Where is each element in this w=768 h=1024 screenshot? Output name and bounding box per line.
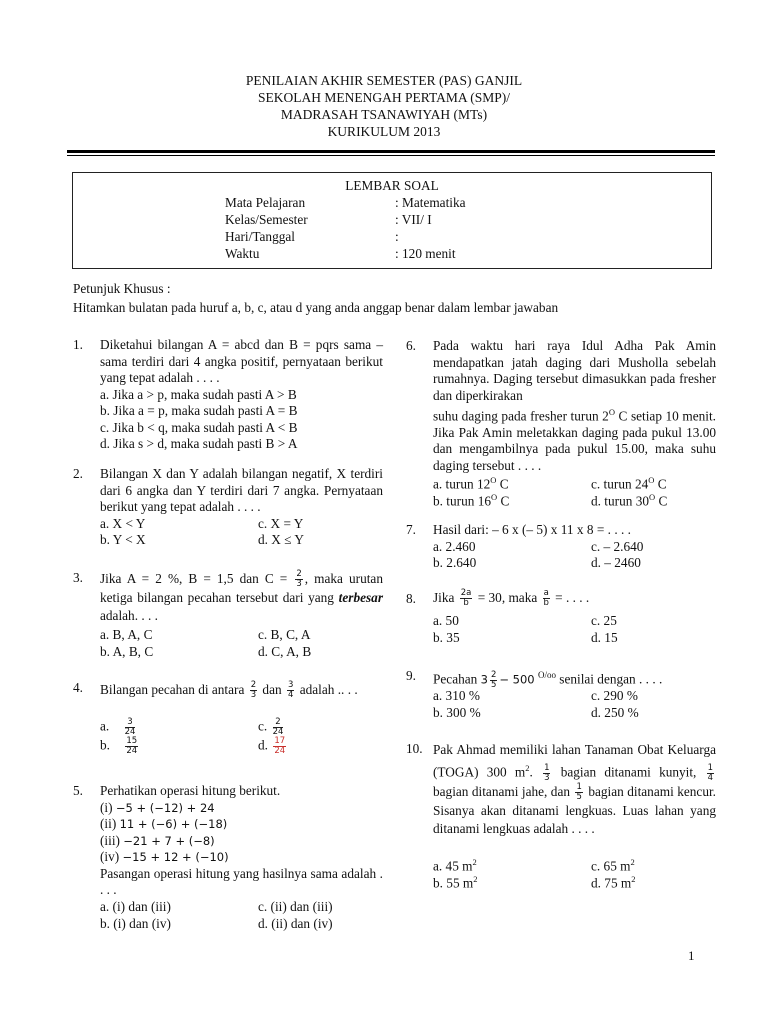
option-c[interactable]: c. 25 xyxy=(591,613,617,628)
denominator: 4 xyxy=(707,772,714,783)
option-c[interactable]: c. 290 % xyxy=(591,688,638,703)
option-b[interactable]: b. A, B, C xyxy=(100,643,154,659)
info-value: : VII/ I xyxy=(395,212,432,227)
option-c[interactable]: c. Jika b < q, maka sudah pasti A < B xyxy=(100,419,298,435)
operation-item xyxy=(100,816,227,833)
option-a[interactable] xyxy=(433,854,477,874)
instructions-heading: Petunjuk Khusus : xyxy=(73,281,171,296)
text-part: C setiap 10 menit. Jika Pak Amin meletakkan daging pada pukul 13.00 dan mengambilnya pada pukul 15.00, maka suhu daging tersebut . . . . xyxy=(433,408,716,473)
fraction xyxy=(125,737,138,756)
denominator: 4 xyxy=(287,690,294,701)
text-segment: senilai dengan . . . . xyxy=(555,671,663,687)
question-text xyxy=(433,588,716,608)
fraction xyxy=(287,681,294,700)
question-text xyxy=(100,680,383,700)
fraction xyxy=(575,783,582,802)
text-segment: Pada waktu hari raya Idul Adha Pak Amin mendapatkan jatah daging dari Musholla sebelah rumahnya. Daging tersebut dimasukkan pada fresher dan diperkirakan xyxy=(433,338,716,403)
expression: − 500 xyxy=(499,672,535,687)
denominator: 5 xyxy=(490,679,497,690)
header-divider-thin xyxy=(67,155,715,156)
question-prompt: Pasangan operasi hitung yang hasilnya sama adalah . . . . xyxy=(100,865,383,897)
info-box xyxy=(72,172,712,269)
option-a[interactable]: a. 310 % xyxy=(433,688,480,703)
option-b[interactable] xyxy=(433,489,509,506)
option-a[interactable]: a. B, A, C xyxy=(100,627,153,642)
option-a[interactable]: a. (i) dan (iii) xyxy=(100,899,171,914)
info-box-title: LEMBAR SOAL xyxy=(345,178,439,193)
numerator: 1 xyxy=(576,782,582,793)
option-a[interactable]: a. X < Y xyxy=(100,515,146,531)
text-segment: Pak Ahmad memiliki lahan Tanaman Obat Keluarga (TOGA) 300 m xyxy=(433,742,716,780)
option-text: C xyxy=(496,476,509,492)
text-segment: = . . . . xyxy=(551,590,590,605)
superscript: 2 xyxy=(473,873,478,884)
option-text: c. turun 24 xyxy=(591,476,649,492)
denominator: 24 xyxy=(272,727,284,737)
question-number: 3. xyxy=(73,570,83,585)
option-d[interactable] xyxy=(258,737,288,754)
item-expression: 11 + (−6) + (−18) xyxy=(119,817,228,831)
option-c[interactable] xyxy=(258,718,285,735)
option-d[interactable]: d. 15 xyxy=(591,629,618,645)
option-b[interactable]: b. 2.640 xyxy=(433,555,477,570)
fraction xyxy=(490,671,497,690)
numerator: 17 xyxy=(274,736,286,746)
text-segment: Jika A = 2 %, B = 1,5 dan C = xyxy=(100,571,294,586)
question-text xyxy=(433,338,716,474)
text-part: suhu daging pada fresher turun 2 xyxy=(433,408,609,424)
numerator: 3 xyxy=(125,718,136,728)
fraction xyxy=(273,718,284,737)
info-label: Waktu xyxy=(225,246,260,261)
text-segment: Jika xyxy=(433,590,458,605)
option-a[interactable]: a. 2.460 xyxy=(433,538,476,554)
option-b[interactable]: b. Jika a = p, maka sudah pasti A = B xyxy=(100,403,298,418)
fraction xyxy=(460,589,473,608)
item-expression: −5 + (−12) + 24 xyxy=(115,800,215,815)
page-number: 1 xyxy=(688,948,695,963)
info-value: : xyxy=(395,229,399,244)
text-segment: dan xyxy=(259,682,285,697)
header-line: PENILAIAN AKHIR SEMESTER (PAS) GANJIL xyxy=(245,73,523,88)
question-number: 8. xyxy=(406,591,416,606)
option-d[interactable]: d. – 2460 xyxy=(591,555,641,570)
text-segment: bagian ditanami jahe, dan xyxy=(433,783,574,799)
text-segment xyxy=(433,404,716,474)
instructions xyxy=(73,279,558,317)
header-line: KURIKULUM 2013 xyxy=(327,124,441,139)
option-d[interactable]: d. X ≤ Y xyxy=(258,532,304,547)
item-label: (ii) xyxy=(100,816,120,831)
option-d[interactable]: d. 250 % xyxy=(591,704,639,720)
text-segment: bagian ditanami kencur. Sisanya akan ditanami lengkuas. Luas lahan yang ditanami lengkuas adalah . . . . xyxy=(433,783,716,837)
degree-symbol: O xyxy=(491,491,498,502)
option-a[interactable] xyxy=(433,472,509,492)
fraction xyxy=(295,570,302,589)
option-text: a. turun 12 xyxy=(433,476,491,492)
item-label: (i) xyxy=(100,799,116,815)
numerator: 2 xyxy=(250,680,257,691)
info-value: : Matematika xyxy=(395,195,466,210)
denominator: 24 xyxy=(124,727,136,737)
degree-symbol: O xyxy=(490,475,497,485)
denominator: 24 xyxy=(126,746,138,756)
option-label: b. xyxy=(100,737,110,753)
item-label: (iv) xyxy=(100,849,123,864)
text-segment: bagian ditanami kunyit, xyxy=(552,764,705,780)
question-text xyxy=(100,570,383,625)
option-b[interactable]: b. 300 % xyxy=(433,704,481,720)
option-text: C xyxy=(497,492,510,508)
info-label: Mata Pelajaran xyxy=(225,195,306,210)
denominator: 24 xyxy=(274,746,286,756)
option-c[interactable]: c. B, C, A xyxy=(258,627,311,642)
option-text: C xyxy=(655,492,668,508)
fraction xyxy=(250,681,257,700)
text-segment: , maka urutan ketiga bilangan pecahan tersebut dari yang xyxy=(100,571,383,606)
question-number: 1. xyxy=(73,337,83,352)
denominator: 5 xyxy=(576,792,582,803)
info-label: Kelas/Semester xyxy=(225,212,308,227)
numerator: 2 xyxy=(296,569,302,580)
question-text: Bilangan X dan Y adalah bilangan negatif, X terdiri dari 6 angka dan Y terdiri dari 7 angka. Pernyataan berikut yang tepat adalah . . . . xyxy=(100,466,383,514)
superscript: 2 xyxy=(472,857,477,867)
option-b[interactable]: b. (i) dan (iv) xyxy=(100,915,171,931)
option-d[interactable]: d. C, A, B xyxy=(258,643,312,659)
option-label: c. xyxy=(258,718,268,734)
header-divider-thick xyxy=(67,150,715,153)
instructions-text: Hitamkan bulatan pada huruf a, b, c, atau d yang anda anggap benar dalam lembar jawaban xyxy=(73,300,559,315)
numerator: 3 xyxy=(287,680,294,691)
numerator: 2 xyxy=(490,669,497,680)
text-segment: = 30, maka xyxy=(474,590,541,605)
question-number: 6. xyxy=(406,338,416,353)
option-b[interactable]: b. 35 xyxy=(433,629,460,645)
option-d[interactable] xyxy=(591,871,636,888)
option-b[interactable] xyxy=(100,737,140,754)
option-label: d. xyxy=(258,737,268,753)
option-text: C xyxy=(654,476,667,492)
denominator: 3 xyxy=(544,772,550,783)
fraction xyxy=(125,718,136,737)
fraction xyxy=(543,589,550,608)
option-text: d. turun 30 xyxy=(591,492,649,508)
text-segment: Bilangan pecahan di antara xyxy=(100,682,248,697)
numerator: 15 xyxy=(126,736,138,746)
emphasis-text: terbesar xyxy=(338,590,383,606)
numerator: a xyxy=(543,588,549,599)
permil-symbol: O/oo xyxy=(537,670,556,680)
question-text: Diketahui bilangan A = abcd dan B = pqrs sama – sama terdiri dari 4 angka positif, pernyataan berikut yang tepat adalah . . . . xyxy=(100,337,383,385)
degree-symbol: O xyxy=(608,407,615,417)
question-text: Perhatikan operasi hitung berikut. xyxy=(100,783,281,798)
option-label: a. xyxy=(100,718,110,734)
mixed-whole: 3 xyxy=(480,672,488,687)
info-value: : 120 menit xyxy=(395,246,456,261)
exam-header xyxy=(0,72,768,140)
numerator: 1 xyxy=(544,762,550,773)
item-expression: −15 + 12 + (−10) xyxy=(122,850,229,864)
item-label: (iii) xyxy=(100,832,124,848)
operation-item xyxy=(100,833,215,850)
option-text: b. 55 m xyxy=(433,874,474,890)
option-text: c. 65 m xyxy=(591,858,631,874)
denominator: b xyxy=(463,598,469,609)
text-segment: adalah. . . . xyxy=(100,608,158,624)
header-line: MADRASAH TSANAWIYAH (MTs) xyxy=(280,107,488,122)
question-number: 4. xyxy=(73,680,83,695)
option-b[interactable] xyxy=(433,871,478,888)
question-number: 10. xyxy=(406,741,423,756)
option-a[interactable]: a. Jika a > p, maka sudah pasti A > B xyxy=(100,386,297,402)
text-segment: Pecahan xyxy=(433,671,481,687)
text-segment: . xyxy=(529,764,542,780)
numerator: 2 xyxy=(273,718,284,728)
numerator: 1 xyxy=(707,762,714,773)
option-text: b. turun 16 xyxy=(433,492,491,508)
option-c[interactable] xyxy=(591,854,635,874)
option-d[interactable] xyxy=(591,489,667,506)
fraction-highlighted xyxy=(273,737,286,756)
item-expression: −21 + 7 + (−8) xyxy=(123,833,215,848)
option-c[interactable] xyxy=(591,472,667,492)
fraction xyxy=(543,764,550,783)
denominator: 3 xyxy=(250,690,257,701)
option-d[interactable]: d. Jika s > d, maka sudah pasti B > A xyxy=(100,436,298,451)
option-a[interactable] xyxy=(100,718,137,735)
question-number: 9. xyxy=(406,668,416,683)
question-text xyxy=(433,741,716,838)
option-c[interactable]: c. X = Y xyxy=(258,515,304,531)
info-label: Hari/Tanggal xyxy=(225,229,295,244)
text-segment: adalah .. . . xyxy=(296,682,358,697)
question-text: Hasil dari: – 6 x (– 5) x 11 x 8 = . . . . xyxy=(433,522,631,537)
operation-item xyxy=(100,849,229,866)
option-text: d. 75 m xyxy=(591,874,632,890)
option-c[interactable]: c. (ii) dan (iii) xyxy=(258,899,333,914)
operation-item xyxy=(100,800,215,817)
superscript: 2 xyxy=(525,763,530,773)
degree-symbol: O xyxy=(649,491,656,502)
question-text xyxy=(433,665,733,690)
question-number: 7. xyxy=(406,522,416,537)
denominator: b xyxy=(543,598,549,609)
numerator: 2a xyxy=(460,588,472,599)
option-text: a. 45 m xyxy=(433,858,473,874)
degree-symbol: O xyxy=(648,475,655,485)
option-a[interactable]: a. 50 xyxy=(433,613,459,628)
header-line: SEKOLAH MENENGAH PERTAMA (SMP)/ xyxy=(258,90,510,105)
option-b[interactable]: b. Y < X xyxy=(100,532,146,547)
superscript: 2 xyxy=(631,873,636,884)
option-c[interactable]: c. – 2.640 xyxy=(591,538,644,554)
fraction xyxy=(707,764,714,783)
superscript: 2 xyxy=(630,857,635,867)
question-number: 2. xyxy=(73,466,83,481)
denominator: 3 xyxy=(296,579,302,590)
option-d[interactable]: d. (ii) dan (iv) xyxy=(258,915,333,931)
question-number: 5. xyxy=(73,783,83,798)
